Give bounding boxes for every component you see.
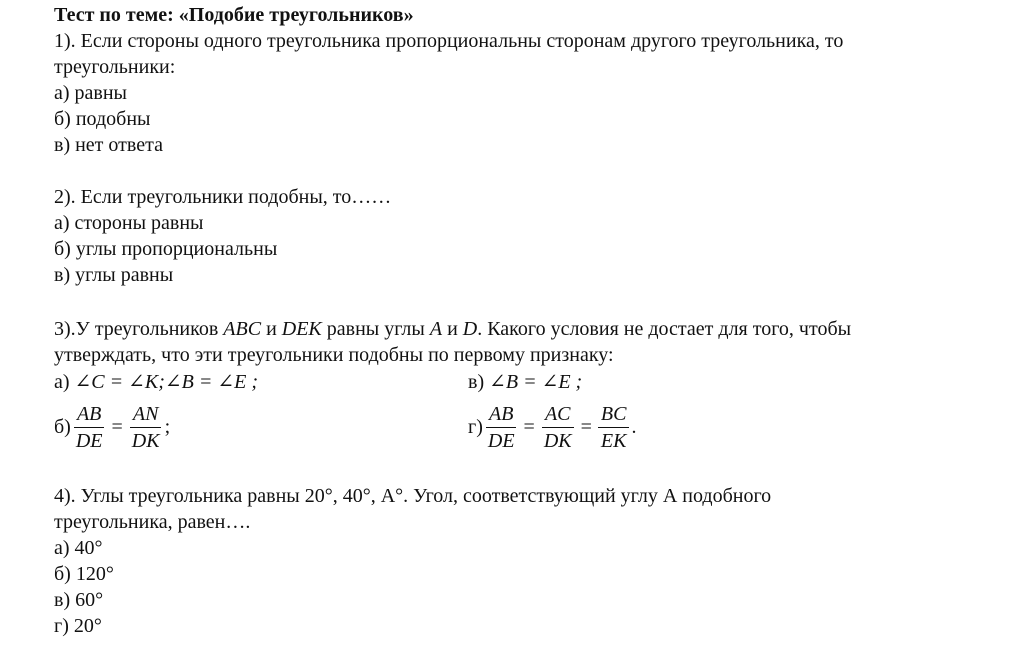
question-4-option-d: г) 20° (54, 615, 102, 637)
option-a-expression: ∠C = ∠K;∠B = ∠E ; (74, 371, 259, 393)
question-2-option-c: в) углы равны (54, 264, 174, 286)
question-4-option-c: в) 60° (54, 589, 104, 611)
option-b-label: б) (54, 415, 71, 438)
option-b-end: ; (164, 415, 171, 438)
equals-sign: = (523, 415, 535, 438)
question-3-mid3: и (442, 318, 463, 340)
fraction-denominator: DK (131, 429, 160, 452)
fraction-numerator: AB (486, 402, 516, 428)
angle-a: A (429, 318, 443, 340)
question-4-text-line2: треугольника, равен…. (54, 511, 251, 533)
question-3-pre: 3).У треугольников (54, 318, 224, 340)
fraction-an-dk (129, 402, 163, 453)
option-v-expression: ∠B = ∠E ; (489, 371, 583, 393)
question-3-post: . Какого условия не достает для того, чтобы (477, 318, 852, 340)
page-title: Тест по теме: «Подобие треугольников» (54, 4, 414, 26)
question-4-text-line1: 4). Углы треугольника равны 20°, 40°, А°. Угол, соответствующий углу А подобного (54, 485, 772, 507)
triangle-abc: ABC (223, 318, 262, 340)
question-3-text-line2: утверждать, что эти треугольники подобны по первому признаку: (54, 344, 614, 366)
fraction-denominator: DK (543, 429, 572, 452)
question-3-option-g (468, 399, 636, 455)
fraction-numerator: AN (130, 402, 162, 428)
fraction-ab-de (485, 402, 518, 453)
question-1-text-line2: треугольники: (54, 56, 176, 78)
question-2-option-a: а) стороны равны (54, 212, 204, 234)
question-1-option-a: а) равны (54, 82, 127, 104)
option-g-label: г) (468, 415, 483, 438)
angle-d: D (462, 318, 478, 340)
question-1-text-line1: 1). Если стороны одного треугольника пропорциональны сторонам другого треугольника, то (54, 30, 844, 52)
question-3-option-v (468, 369, 582, 395)
equals-sign: = (111, 415, 123, 438)
question-3-mid1: и (261, 318, 282, 340)
question-3-text-line1 (54, 316, 851, 342)
question-3-option-a (54, 369, 258, 395)
question-1-option-c: в) нет ответа (54, 134, 163, 156)
fraction-bc-ek (598, 402, 630, 453)
fraction-denominator: DE (75, 429, 103, 452)
option-g-end: . (631, 415, 637, 438)
fraction-numerator: AB (74, 402, 104, 428)
question-4-option-a: а) 40° (54, 537, 103, 559)
equals-sign: = (580, 415, 592, 438)
triangle-dek: DEK (281, 318, 322, 340)
fraction-ab-de (73, 402, 106, 453)
fraction-denominator: DE (487, 429, 515, 452)
option-a-label: а) (54, 371, 75, 393)
question-3-option-b (54, 399, 170, 455)
question-3-mid2: равны углы (321, 318, 430, 340)
question-2-option-b: б) углы пропорциональны (54, 238, 278, 260)
fraction-ac-dk (541, 402, 575, 453)
question-4-option-b: б) 120° (54, 563, 114, 585)
fraction-denominator: EK (600, 429, 627, 452)
option-v-label: в) (468, 371, 490, 393)
question-2-text: 2). Если треугольники подобны, то…… (54, 186, 392, 208)
fraction-numerator: BC (598, 402, 630, 428)
question-1-option-b: б) подобны (54, 108, 151, 130)
fraction-numerator: AC (542, 402, 574, 428)
